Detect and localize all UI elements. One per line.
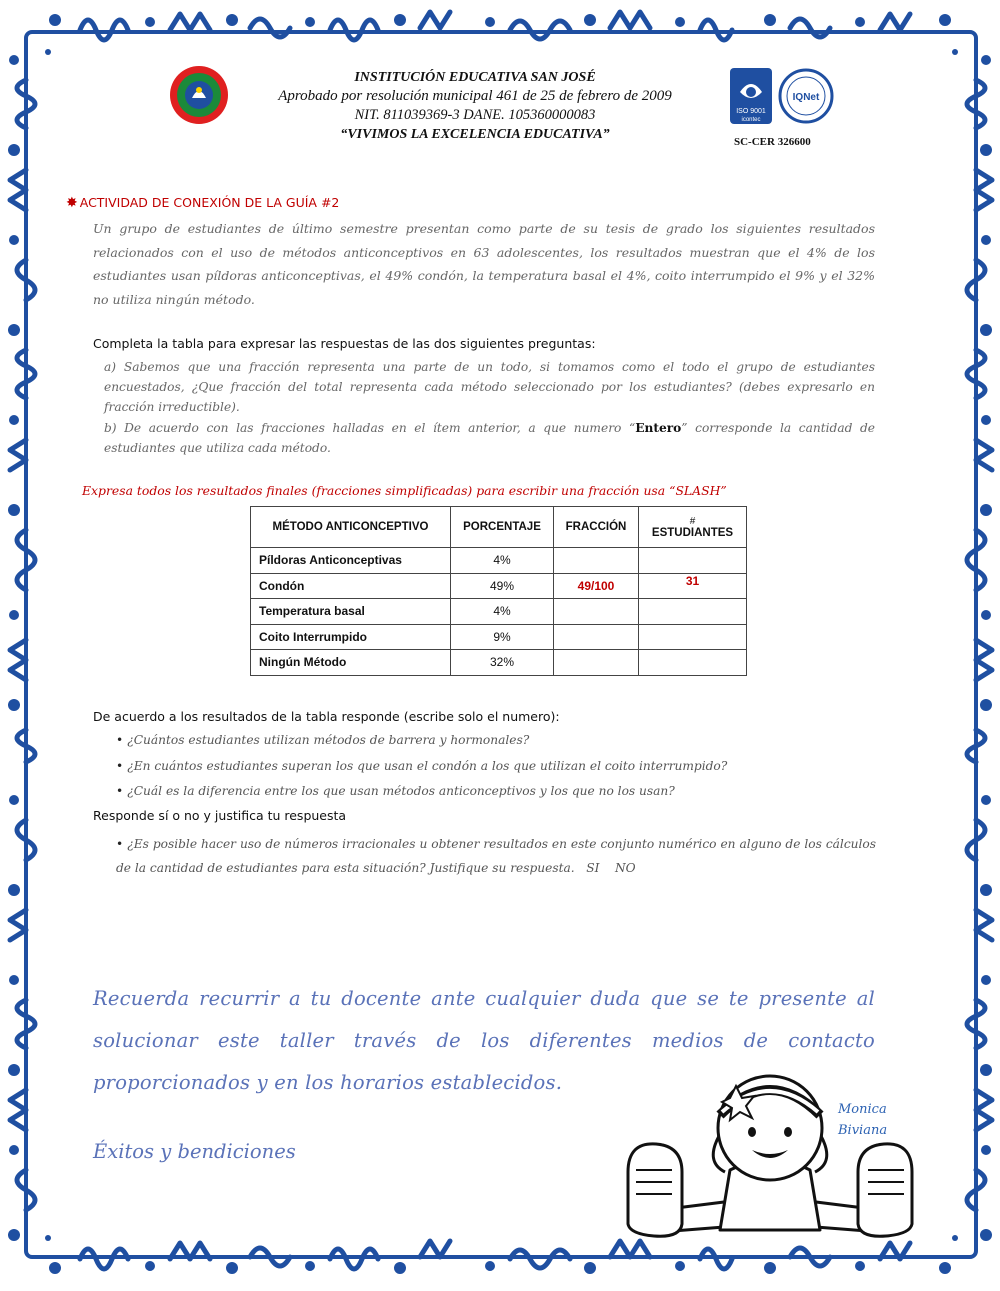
cert-code-prefix: SC-CER bbox=[734, 136, 775, 148]
methods-table bbox=[250, 506, 747, 676]
signature-first-name: Monica bbox=[838, 1102, 887, 1117]
row-students-cell[interactable] bbox=[639, 650, 747, 676]
bullet-icon: • bbox=[116, 759, 124, 773]
row-fraction-cell[interactable]: 49/100 bbox=[554, 573, 639, 599]
list-item bbox=[116, 733, 529, 747]
row-fraction-cell[interactable] bbox=[554, 548, 639, 574]
list-item bbox=[116, 784, 675, 798]
row-method: Condón bbox=[251, 573, 451, 599]
row-percent: 9% bbox=[451, 624, 554, 650]
question-4: ¿Es posible hacer uso de números irracionales u obtener resultados en este conjunto numérico en alguno de los cálculos de la cantidad de estudiantes para esta situación? Justifique su respuesta. bbox=[116, 837, 876, 875]
bullet-icon: • bbox=[116, 784, 124, 798]
reminder-text: Recuerda recurrir a tu docente ante cualquier duda que se te presente al solucionar este taller través de los diferentes medios de contacto proporcionados y en los horarios establecidos. bbox=[93, 987, 875, 1094]
resolution-line: Aprobado por resolución municipal 461 de 25 de febrero de 2009 bbox=[278, 88, 672, 104]
row-percent: 49% bbox=[451, 573, 554, 599]
answers-heading: De acuerdo a los resultados de la tabla responde (escribe solo el numero): bbox=[93, 709, 560, 724]
iso-logo-text: ISO 9001 bbox=[736, 108, 766, 115]
header-students-label: ESTUDIANTES bbox=[651, 526, 734, 539]
table-row bbox=[251, 624, 747, 650]
header-students-hash: # bbox=[689, 515, 696, 527]
table-header-row bbox=[251, 507, 747, 548]
question-a: a) Sabemos que una fracción representa una parte de un todo, si tomamos como el todo el grupo de estudiantes encuestados, ¿Que fracción del total representa cada método seleccionado por los estudiantes? (debes expresarlo en fracción irreductible). bbox=[104, 360, 875, 414]
question-3: ¿Cuál es la diferencia entre los que usan métodos anticonceptivos y los que no los usan? bbox=[127, 784, 675, 798]
institution-name: INSTITUCIÓN EDUCATIVA SAN JOSÉ bbox=[354, 70, 596, 85]
list-item bbox=[116, 832, 876, 880]
header-percent: PORCENTAJE bbox=[451, 507, 554, 548]
girl-illustration-icon bbox=[620, 1060, 920, 1250]
institution-header bbox=[230, 68, 720, 144]
row-fraction-cell[interactable] bbox=[554, 650, 639, 676]
row-students-cell[interactable] bbox=[639, 624, 747, 650]
nit-line: NIT. 811039369-3 DANE. 105360000083 bbox=[354, 107, 596, 123]
yesno-heading: Responde sí o no y justifica tu respuesta bbox=[93, 808, 347, 823]
signature-second-name: Biviana bbox=[838, 1123, 888, 1138]
question-b-bold: Entero bbox=[635, 421, 682, 435]
activity-title bbox=[66, 195, 339, 211]
list-item bbox=[116, 759, 727, 773]
cert-code bbox=[734, 136, 811, 148]
activity-intro: Un grupo de estudiantes de último semestre presentan como parte de su tesis de grado los siguientes resultados relacionados con el uso de métodos anticonceptivos en 63 adolescentes, los resultados muestran que el 4% de los estudiantes usan píldoras anticonceptivas, el 49% condón, la temperatura basal el 4%, coito interrumpido el 9% y el 32% no utiliza ningún método. bbox=[93, 221, 875, 307]
header-students bbox=[639, 507, 747, 548]
row-method: Temperatura basal bbox=[251, 599, 451, 625]
table-row bbox=[251, 599, 747, 625]
header-fraction: FRACCIÓN bbox=[554, 507, 639, 548]
icontec-logo-text: icontec bbox=[741, 117, 761, 123]
row-students-cell[interactable] bbox=[639, 548, 747, 574]
school-crest-icon bbox=[168, 64, 230, 126]
wishes-text: Éxitos y bendiciones bbox=[93, 1140, 296, 1163]
slash-instruction: Expresa todos los resultados finales (fracciones simplificadas) para escribir una fracción usa “SLASH” bbox=[82, 483, 727, 498]
question-2: ¿En cuántos estudiantes superan los que usan el condón a los que utilizan el coito interrumpido? bbox=[127, 759, 728, 773]
yes-no-options[interactable]: SI NO bbox=[586, 861, 636, 875]
row-percent: 4% bbox=[451, 548, 554, 574]
teacher-signature bbox=[838, 1099, 887, 1141]
question-b-end: ” corresponde la cantidad de estudiantes que utiliza cada método. bbox=[104, 421, 876, 455]
row-percent: 32% bbox=[451, 650, 554, 676]
row-method: Coito Interrumpido bbox=[251, 624, 451, 650]
motto-line: “VIVIMOS LA EXCELENCIA EDUCATIVA” bbox=[340, 127, 610, 142]
question-1: ¿Cuántos estudiantes utilizan métodos de barrera y hormonales? bbox=[127, 733, 530, 747]
row-fraction-cell[interactable] bbox=[554, 599, 639, 625]
row-method: Ningún Método bbox=[251, 650, 451, 676]
row-students-cell[interactable] bbox=[639, 599, 747, 625]
iqnet-logo-text: IQNet bbox=[792, 92, 820, 103]
question-b bbox=[104, 418, 875, 458]
row-students-cell[interactable]: 31 bbox=[639, 573, 747, 599]
bullet-icon: • bbox=[116, 837, 124, 851]
questions-heading: Completa la tabla para expresar las respuestas de las dos siguientes preguntas: bbox=[93, 336, 596, 351]
question-b-start: b) De acuerdo con las fracciones halladas en el ítem anterior, a que numero “ bbox=[104, 421, 636, 435]
header-method: MÉTODO ANTICONCEPTIVO bbox=[251, 507, 451, 548]
table-row bbox=[251, 573, 747, 599]
cert-code-number: 326600 bbox=[777, 136, 811, 148]
bullet-icon: • bbox=[116, 733, 124, 747]
table-row bbox=[251, 650, 747, 676]
certification-logos-icon bbox=[728, 66, 838, 132]
row-method: Píldoras Anticonceptivas bbox=[251, 548, 451, 574]
table-row bbox=[251, 548, 747, 574]
row-fraction-cell[interactable] bbox=[554, 624, 639, 650]
row-percent: 4% bbox=[451, 599, 554, 625]
flower-bullet-icon: ✸ bbox=[66, 195, 78, 211]
activity-title-text: ACTIVIDAD DE CONEXIÓN DE LA GUÍA #2 bbox=[79, 195, 340, 210]
